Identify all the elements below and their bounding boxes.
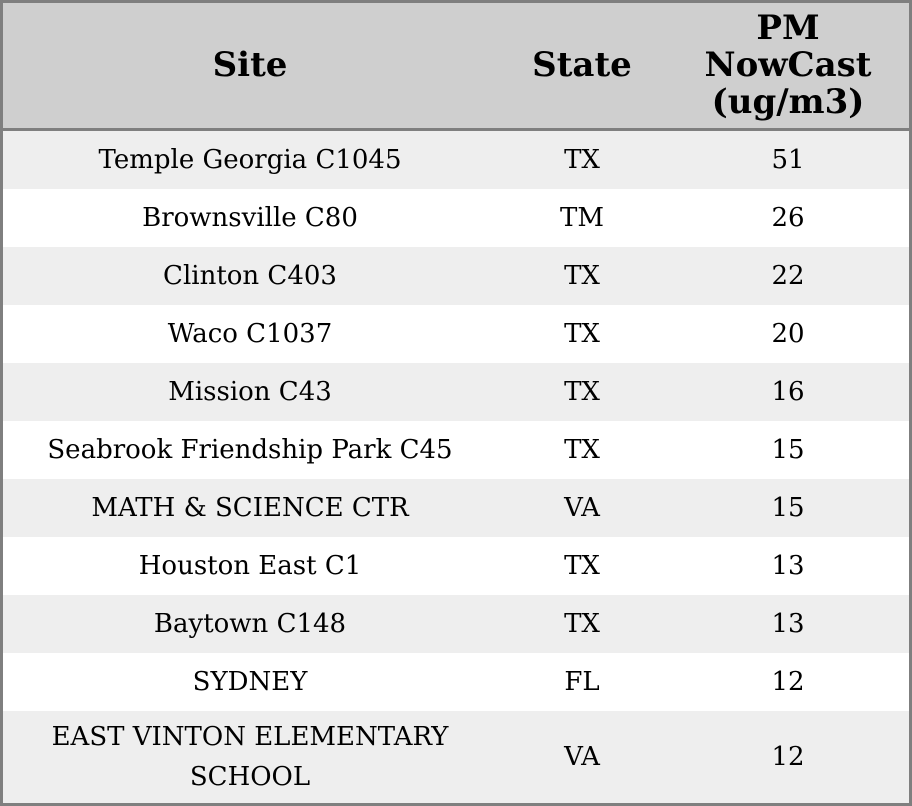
site-cell: Baytown C148 [3, 595, 497, 653]
pm-value-cell: 51 [667, 130, 909, 190]
pm-value-cell: 12 [667, 653, 909, 711]
pm-value-cell: 20 [667, 305, 909, 363]
table-row [3, 653, 909, 711]
state-cell: TX [497, 363, 667, 421]
site-cell: MATH & SCIENCE CTR [3, 479, 497, 537]
site-cell: SYDNEY [3, 653, 497, 711]
table-row [3, 189, 909, 247]
table-row [3, 247, 909, 305]
site-cell: Houston East C1 [3, 537, 497, 595]
table-row [3, 479, 909, 537]
table-row [3, 537, 909, 595]
site-cell: EAST VINTON ELEMENTARY SCHOOL [3, 711, 497, 803]
site-cell: Temple Georgia C1045 [3, 130, 497, 190]
column-header-site: Site [3, 3, 497, 130]
state-cell: TX [497, 421, 667, 479]
site-cell: Mission C43 [3, 363, 497, 421]
state-cell: VA [497, 711, 667, 803]
pm-value-cell: 15 [667, 479, 909, 537]
column-header-pm-nowcast: PM NowCast (ug/m3) [667, 3, 909, 130]
table-row [3, 363, 909, 421]
table-row [3, 595, 909, 653]
pm-value-cell: 26 [667, 189, 909, 247]
table-row [3, 421, 909, 479]
table-body [3, 130, 909, 804]
pm-value-cell: 15 [667, 421, 909, 479]
table-header [3, 3, 909, 130]
pm-value-cell: 13 [667, 595, 909, 653]
pm-value-cell: 22 [667, 247, 909, 305]
pm-value-cell: 13 [667, 537, 909, 595]
column-header-state: State [497, 3, 667, 130]
site-cell: Seabrook Friendship Park C45 [3, 421, 497, 479]
pm-value-cell: 16 [667, 363, 909, 421]
state-cell: TX [497, 130, 667, 190]
table-row [3, 130, 909, 190]
table-row [3, 305, 909, 363]
state-cell: FL [497, 653, 667, 711]
state-cell: TX [497, 537, 667, 595]
state-cell: TX [497, 595, 667, 653]
pm-nowcast-table [3, 3, 909, 803]
table-row [3, 711, 909, 803]
site-cell: Clinton C403 [3, 247, 497, 305]
pm-value-cell: 12 [667, 711, 909, 803]
site-cell: Waco C1037 [3, 305, 497, 363]
state-cell: VA [497, 479, 667, 537]
header-row [3, 3, 909, 130]
state-cell: TM [497, 189, 667, 247]
state-cell: TX [497, 305, 667, 363]
state-cell: TX [497, 247, 667, 305]
site-cell: Brownsville C80 [3, 189, 497, 247]
